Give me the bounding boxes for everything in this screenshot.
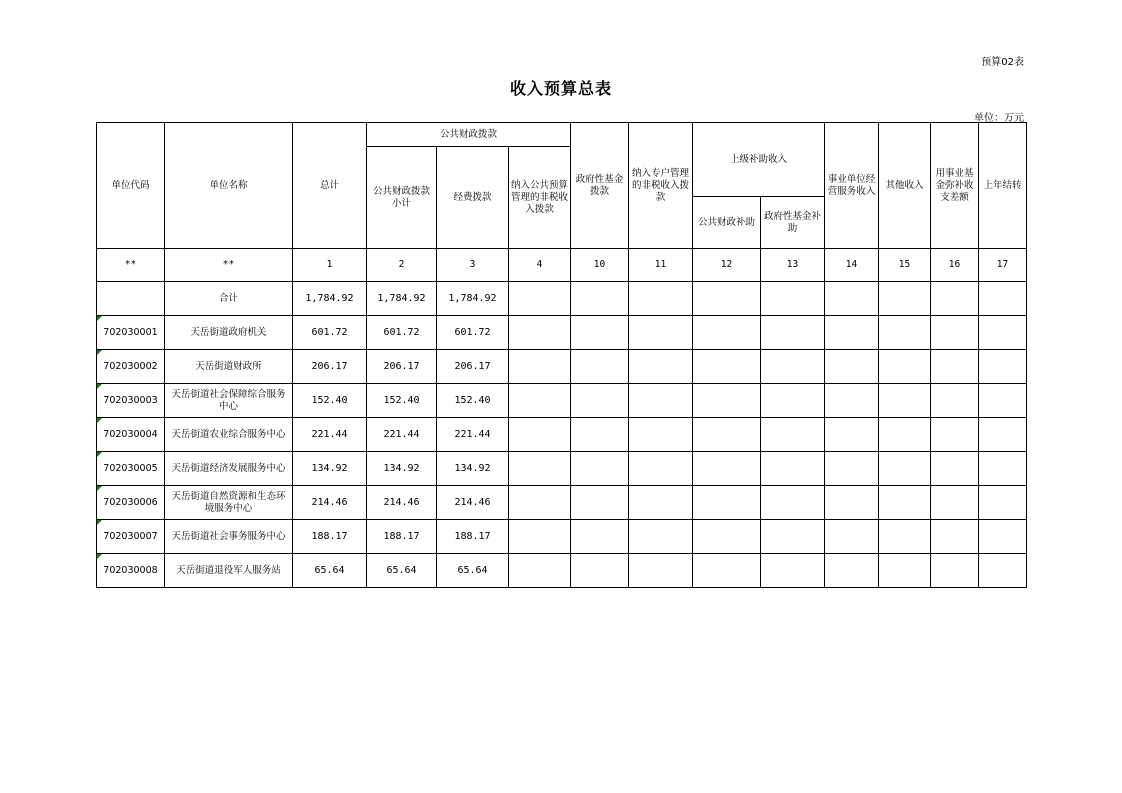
empty-cell xyxy=(761,554,825,588)
empty-cell xyxy=(931,486,979,520)
unit-name-cell: 天岳街道政府机关 xyxy=(165,316,293,350)
empty-cell xyxy=(825,452,879,486)
empty-cell xyxy=(571,316,629,350)
unit-name-cell: 天岳街道社会保障综合服务中心 xyxy=(165,384,293,418)
column-index-cell: 12 xyxy=(693,249,761,282)
empty-cell xyxy=(979,520,1027,554)
empty-cell xyxy=(979,384,1027,418)
empty-cell xyxy=(879,316,931,350)
empty-cell xyxy=(979,418,1027,452)
empty-cell xyxy=(693,282,761,316)
header-non-tax-budget: 纳入公共预算管理的非税收入拨款 xyxy=(509,147,571,249)
empty-cell xyxy=(879,418,931,452)
unit-name-cell: 天岳街道自然资源和生态环境服务中心 xyxy=(165,486,293,520)
operating-funds-cell: 188.17 xyxy=(437,520,509,554)
unit-code-cell: 702030005 xyxy=(97,452,165,486)
operating-funds-cell: 601.72 xyxy=(437,316,509,350)
empty-cell xyxy=(693,452,761,486)
empty-cell xyxy=(693,316,761,350)
column-index-cell: ** xyxy=(97,249,165,282)
public-fiscal-subtotal-cell: 65.64 xyxy=(367,554,437,588)
public-fiscal-subtotal-cell: 221.44 xyxy=(367,418,437,452)
unit-code-cell: 702030008 xyxy=(97,554,165,588)
empty-cell xyxy=(629,452,693,486)
empty-cell xyxy=(931,452,979,486)
empty-cell xyxy=(879,486,931,520)
operating-funds-cell: 134.92 xyxy=(437,452,509,486)
operating-funds-cell: 65.64 xyxy=(437,554,509,588)
table-body xyxy=(97,249,1027,588)
empty-cell xyxy=(509,384,571,418)
empty-cell xyxy=(571,520,629,554)
unit-name-cell: 天岳街道经济发展服务中心 xyxy=(165,452,293,486)
unit-name-cell: 天岳街道社会事务服务中心 xyxy=(165,520,293,554)
empty-cell xyxy=(761,452,825,486)
empty-cell xyxy=(509,452,571,486)
unit-name-cell: 合计 xyxy=(165,282,293,316)
header-operating-funds: 经费拨款 xyxy=(437,147,509,249)
empty-cell xyxy=(571,418,629,452)
empty-cell xyxy=(693,486,761,520)
unit-name-cell: 天岳街道财政所 xyxy=(165,350,293,384)
empty-cell xyxy=(979,486,1027,520)
empty-cell xyxy=(629,316,693,350)
total-cell: 214.46 xyxy=(293,486,367,520)
total-cell: 134.92 xyxy=(293,452,367,486)
table-row xyxy=(97,316,1027,350)
empty-cell xyxy=(571,384,629,418)
empty-cell xyxy=(979,316,1027,350)
operating-funds-cell: 214.46 xyxy=(437,486,509,520)
empty-cell xyxy=(979,350,1027,384)
empty-cell xyxy=(693,350,761,384)
operating-funds-cell: 221.44 xyxy=(437,418,509,452)
empty-cell xyxy=(825,418,879,452)
empty-cell xyxy=(761,418,825,452)
header-total: 总计 xyxy=(293,123,367,249)
empty-cell xyxy=(825,282,879,316)
empty-cell xyxy=(693,554,761,588)
column-index-cell: 11 xyxy=(629,249,693,282)
empty-cell xyxy=(979,452,1027,486)
unit-code-cell: 702030001 xyxy=(97,316,165,350)
empty-cell xyxy=(629,350,693,384)
header-fund-balance: 用事业基金弥补收支差额 xyxy=(931,123,979,249)
column-index-cell: 2 xyxy=(367,249,437,282)
empty-cell xyxy=(693,520,761,554)
empty-cell xyxy=(825,486,879,520)
total-cell: 221.44 xyxy=(293,418,367,452)
header-gov-fund: 政府性基金拨款 xyxy=(571,123,629,249)
empty-cell xyxy=(509,486,571,520)
column-index-cell: 15 xyxy=(879,249,931,282)
unit-name-cell: 天岳街道退役军人服务站 xyxy=(165,554,293,588)
operating-funds-cell: 1,784.92 xyxy=(437,282,509,316)
empty-cell xyxy=(629,282,693,316)
header-special-non-tax: 纳入专户管理的非税收入拨款 xyxy=(629,123,693,249)
empty-cell xyxy=(931,316,979,350)
empty-cell xyxy=(571,350,629,384)
column-index-cell: 17 xyxy=(979,249,1027,282)
empty-cell xyxy=(761,520,825,554)
total-cell: 65.64 xyxy=(293,554,367,588)
operating-funds-cell: 206.17 xyxy=(437,350,509,384)
column-index-cell: 13 xyxy=(761,249,825,282)
table-row xyxy=(97,486,1027,520)
header-public-fiscal-subtotal: 公共财政拨款小计 xyxy=(367,147,437,249)
total-cell: 152.40 xyxy=(293,384,367,418)
table-row xyxy=(97,418,1027,452)
public-fiscal-subtotal-cell: 134.92 xyxy=(367,452,437,486)
unit-code-cell: 702030002 xyxy=(97,350,165,384)
public-fiscal-subtotal-cell: 188.17 xyxy=(367,520,437,554)
column-index-cell: 4 xyxy=(509,249,571,282)
unit-code-cell: 702030006 xyxy=(97,486,165,520)
empty-cell xyxy=(931,554,979,588)
column-index-cell: 3 xyxy=(437,249,509,282)
empty-cell xyxy=(931,350,979,384)
header-public-fiscal: 公共财政拨款 xyxy=(367,123,571,147)
empty-cell xyxy=(509,418,571,452)
unit-code-cell xyxy=(97,282,165,316)
empty-cell xyxy=(879,554,931,588)
total-cell: 601.72 xyxy=(293,316,367,350)
public-fiscal-subtotal-cell: 601.72 xyxy=(367,316,437,350)
empty-cell xyxy=(761,384,825,418)
total-row xyxy=(97,282,1027,316)
column-index-cell: 14 xyxy=(825,249,879,282)
header-institution-income: 事业单位经营服务收入 xyxy=(825,123,879,249)
empty-cell xyxy=(825,384,879,418)
empty-cell xyxy=(693,418,761,452)
empty-cell xyxy=(931,282,979,316)
header-unit-code: 单位代码 xyxy=(97,123,165,249)
header-superior-subsidy: 上级补助收入 xyxy=(693,123,825,197)
empty-cell xyxy=(761,316,825,350)
form-number: 预算02表 xyxy=(981,57,1024,68)
empty-cell xyxy=(979,554,1027,588)
empty-cell xyxy=(509,316,571,350)
total-cell: 188.17 xyxy=(293,520,367,554)
empty-cell xyxy=(629,418,693,452)
column-index-cell: ** xyxy=(165,249,293,282)
column-index-cell: 16 xyxy=(931,249,979,282)
income-budget-table xyxy=(96,122,1027,588)
empty-cell xyxy=(509,282,571,316)
header-prior-year: 上年结转 xyxy=(979,123,1027,249)
empty-cell xyxy=(761,486,825,520)
column-index-row xyxy=(97,249,1027,282)
total-cell: 1,784.92 xyxy=(293,282,367,316)
unit-label: 单位：万元 xyxy=(974,113,1024,124)
empty-cell xyxy=(825,350,879,384)
unit-code-cell: 702030004 xyxy=(97,418,165,452)
page-title: 收入预算总表 xyxy=(509,79,612,98)
empty-cell xyxy=(571,486,629,520)
empty-cell xyxy=(879,350,931,384)
empty-cell xyxy=(825,316,879,350)
empty-cell xyxy=(629,520,693,554)
empty-cell xyxy=(693,384,761,418)
unit-name-cell: 天岳街道农业综合服务中心 xyxy=(165,418,293,452)
table-row xyxy=(97,350,1027,384)
operating-funds-cell: 152.40 xyxy=(437,384,509,418)
public-fiscal-subtotal-cell: 152.40 xyxy=(367,384,437,418)
empty-cell xyxy=(761,350,825,384)
header-other-income: 其他收入 xyxy=(879,123,931,249)
header-unit-name: 单位名称 xyxy=(165,123,293,249)
empty-cell xyxy=(571,282,629,316)
public-fiscal-subtotal-cell: 206.17 xyxy=(367,350,437,384)
empty-cell xyxy=(629,384,693,418)
empty-cell xyxy=(761,282,825,316)
empty-cell xyxy=(629,554,693,588)
header-gov-fund-subsidy: 政府性基金补助 xyxy=(761,197,825,249)
empty-cell xyxy=(879,520,931,554)
empty-cell xyxy=(571,452,629,486)
empty-cell xyxy=(825,554,879,588)
empty-cell xyxy=(931,418,979,452)
table-row xyxy=(97,520,1027,554)
empty-cell xyxy=(879,384,931,418)
table-row xyxy=(97,384,1027,418)
empty-cell xyxy=(509,554,571,588)
empty-cell xyxy=(629,486,693,520)
empty-cell xyxy=(931,384,979,418)
table-row xyxy=(97,554,1027,588)
public-fiscal-subtotal-cell: 1,784.92 xyxy=(367,282,437,316)
column-index-cell: 1 xyxy=(293,249,367,282)
empty-cell xyxy=(825,520,879,554)
table-row xyxy=(97,452,1027,486)
unit-code-cell: 702030007 xyxy=(97,520,165,554)
header-public-fiscal-subsidy: 公共财政补助 xyxy=(693,197,761,249)
empty-cell xyxy=(571,554,629,588)
empty-cell xyxy=(879,452,931,486)
empty-cell xyxy=(979,282,1027,316)
empty-cell xyxy=(509,350,571,384)
empty-cell xyxy=(879,282,931,316)
unit-code-cell: 702030003 xyxy=(97,384,165,418)
empty-cell xyxy=(931,520,979,554)
public-fiscal-subtotal-cell: 214.46 xyxy=(367,486,437,520)
empty-cell xyxy=(509,520,571,554)
total-cell: 206.17 xyxy=(293,350,367,384)
column-index-cell: 10 xyxy=(571,249,629,282)
